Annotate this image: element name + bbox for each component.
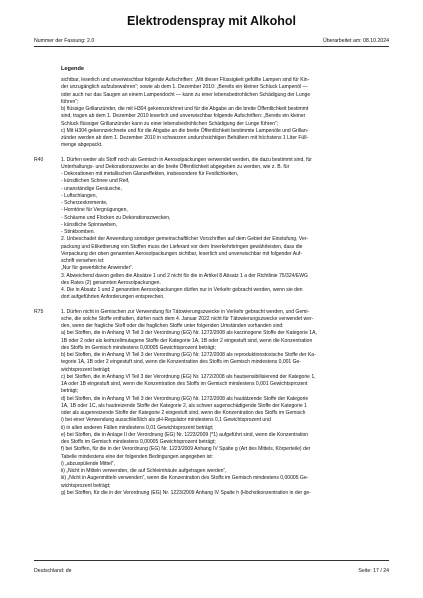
text-line: schrift versehen ist: [61,258,105,264]
text-line: - Dekorationen mit metallischen Glanzeffekten, insbesondere für Festlichkeiten, [61,171,239,177]
footer-divider [34,560,389,561]
text-line: sind, tragen ab dem 1. Dezember 2010 leserlich und unverwischbar folgende Aufschriften: „Bereits ein kleiner [61,113,306,120]
text-line: menge abgepackt. [61,142,103,149]
restriction-r40 [34,157,391,302]
restriction-text [61,309,391,498]
text-line: - Scherzexkremente, [61,200,108,206]
text-line: 1. Dürfen nicht in Gemischen zur Verwendung für Tätowierungszwecke in Verkehr gebracht werden, und Gemi- [61,308,310,315]
text-line: - Stinkbomben. [61,229,95,235]
intro-section [34,77,391,150]
text-line: zünder werden ab dem 1. Dezember 2010 in schwarzen undurchsichtigen Behältern mit höchstens 1 Liter Füll- [61,135,309,141]
text-line: Unterhaltungs- und Dekorationszwecke an die breite Öffentlichkeit abgegeben zu werden, wie z. B. für [61,163,290,170]
text-line: wichtsprozent beträgt; [61,366,111,373]
text-line: den, wenn der fragliche Stoff oder die fraglichen Stoffe unter folgenden Umständen vorhanden sind: [61,323,284,329]
text-line: oder auch nur das Saugen an einem Lampendocht — kann zu einer lebensbedrohlichen Schädigung der Lunge [61,91,311,98]
text-line: 3. Abweichend davon gelten die Absätze 1 und 2 nicht für die in Artikel 8 Absatz 1 a der Richtlinie 75/324/EWG [61,272,308,279]
text-line: 1A, 1B oder 1C, als hautreizende Stoffe der Kategorie 2, als schwer augenschädigende Stoffe der Kategorie 1 [61,402,307,409]
text-line: e) bei Stoffen, die in Anlage II der Verordnung (EG) Nr. 1223/2009 (*1) aufgeführt sind, wenn die Konzentration [61,431,309,438]
text-line: 1A oder 1B eingestuft sind, wenn die Konzentration des Stoffs im Gemisch mindestens 0,001 Gewichtsprozent [61,381,308,387]
text-line: - Schäume und Flocken zu Dekorationszwecken, [61,214,171,221]
text-line: des Stoffs im Gemisch mindestens 0,00005 Gewichtsprozent beträgt; [61,344,216,351]
text-line: - künstlichen Schnee und Reif, [61,178,130,185]
text-line: - Luftschlangen, [61,192,97,199]
page-number: Seite: 17 / 24 [358,568,389,574]
text-line: - künstliche Spinnweben, [61,221,118,228]
text-line: beträgt; [61,388,79,395]
text-line: i) „abzuspülende Mittel“, [61,460,115,467]
text-line: ii) „Nicht in Mitteln verwenden, die auf Schleimhäute aufgetragen werden“, [61,468,227,474]
intro-text [61,77,391,150]
text-line: des Rates (2) genannten Aerosolpackungen. [61,279,161,286]
text-line: des Stoffs im Gemisch mindestens 0,00005 Gewichtsprozent beträgt; [61,439,216,445]
restriction-r75 [34,309,391,498]
footer-country: Deutschland: de [34,568,72,574]
restriction-text [61,157,391,302]
restriction-code: R75 [34,308,44,315]
text-line: 2. Unbeschadet der Anwendung sonstiger gemeinschaftlicher Vorschriften auf dem Gebiet der Einstufung, Ver- [61,236,309,243]
text-line: iii) „Nicht in Augenmitteln verwenden“, wenn die Konzentration des Stoffs im Gemisch mindestens 0,00005 Ge- [61,475,309,482]
text-line: a) bei Stoffen, die in Anhang VI Teil 3 der Verordnung (EG) Nr. 1272/2008 als karzinogene Stoffe der Kategorie 1A, [61,330,317,337]
text-line: b) bei Stoffen, die in Anhang VI Teil 3 der Verordnung (EG) Nr. 1272/2008 als reproduktionstoxische Stoffe der Ka- [61,352,316,358]
text-line: ii) in allen anderen Fällen mindestens 0,01 Gewichtsprozent beträgt; [61,424,214,431]
text-line: - Horntöne für Vergnügungen, [61,207,128,214]
text-line: Verpackung der oben genannten Aerosolpackungen sichtbar, leserlich und unverwischbar mit folgender Auf- [61,250,303,257]
text-line: b) flüssige Grillanzünder, die mit H304 gekennzeichnet und für die Abgabe an die breite Öffentlichkeit bestimmt [61,106,309,112]
restriction-code: R40 [34,156,44,163]
text-line: 1. Dürfen weder als Stoff noch als Gemisch in Aerosolpackungen verwendet werden, die dazu bestimmt sind, für [61,156,312,163]
revision-date: Überarbeitet am: 08.10.2024 [322,38,389,44]
text-line: oder als augenreizende Stoffe der Kategorie 2 eingestuft sind, wenn die Konzentration des Stoffs im Gemisch [61,410,306,416]
text-line: 1B oder 2 oder als keimzellmutagene Stoffe der Kategorie 1A, 1B oder 2 eingestuft sind, wenn die Konzentration [61,337,313,344]
text-line: f) bei Stoffen, für die in der Verordnung (EG) Nr. 1223/2009 Anhang IV Spalte g (Art des Mittels, Körperteile) der [61,446,311,453]
text-line: Schluck flüssiger Grillanzünder kann zu einer lebensbedrohlichen Schädigung der Lunge führen“; [61,120,279,127]
text-line: der unzugänglich aufzubewahren“; sowie ab dem 1. Dezember 2010: „Bereits ein kleiner Schluck Lampenöl — [61,84,308,91]
text-line: tegorie 1A, 1B oder 2 eingestuft sind, wenn die Konzentration des Stoffs im Gemisch mindestens 0,001 Ge- [61,359,302,366]
text-line: 4. Die in Absatz 1 und 2 genannten Aerosolpackungen dürfen nur in Verkehr gebracht werden, wenn sie den [61,287,303,293]
text-line: packung und Etikettierung von Stoffen muss der Lieferant vor dem Inverkehrbringen gewährleisten, dass die [61,243,303,250]
document-body [34,77,391,497]
document-title: Elektrodenspray mit Alkohol [126,14,297,28]
text-line: d) bei Stoffen, die in Anhang VI Teil 3 der Verordnung (EG) Nr. 1272/2008 als hautätzende Stoffe der Kategorie [61,395,309,402]
legend-heading: Legende [61,66,85,72]
text-line: „Nur für gewerbliche Anwender“. [61,265,134,272]
text-line: wichtsprozent beträgt; [61,482,111,489]
header-divider [34,46,389,47]
text-line: sichtbar, leserlich und unverwischbar folgende Aufschriften: „Mit dieser Flüssigkeit gefüllte Lampen sind für Kin- [61,77,310,83]
text-line: Tabelle mindestens eine der folgenden Bedingungen angegeben ist: [61,453,214,460]
text-line: g) bei Stoffen, für die in der Verordnung (EG) Nr. 1223/2009 Anhang IV Spalte h (Höchstkonzentration in der ge- [61,489,311,496]
text-line: dort aufgeführten Anforderungen entsprechen. [61,294,165,301]
text-line: c) bei Stoffen, die in Anhang VI Teil 3 der Verordnung (EG) Nr. 1272/2008 als hautsensibilisierend der Kategorie 1, [61,373,316,380]
text-line: - unanständige Geräusche, [61,185,122,192]
text-line: führen“; [61,98,79,105]
version-number: Nummer der Fassung: 2.0 [34,38,95,44]
text-line: sche, die solche Stoffe enthalten, dürfen nach dem 4. Januar 2022 nicht für Tätowierungszwecke verwendet wer- [61,315,314,322]
text-line: c) Mit H304 gekennzeichnete und für die Abgabe an die breite Öffentlichkeit bestimmte Lampenöle und Grillan- [61,127,309,134]
text-line: i) bei einer Verwendung ausschließlich als pH-Regulator mindestens 0,1 Gewichtsprozent und [61,417,271,424]
